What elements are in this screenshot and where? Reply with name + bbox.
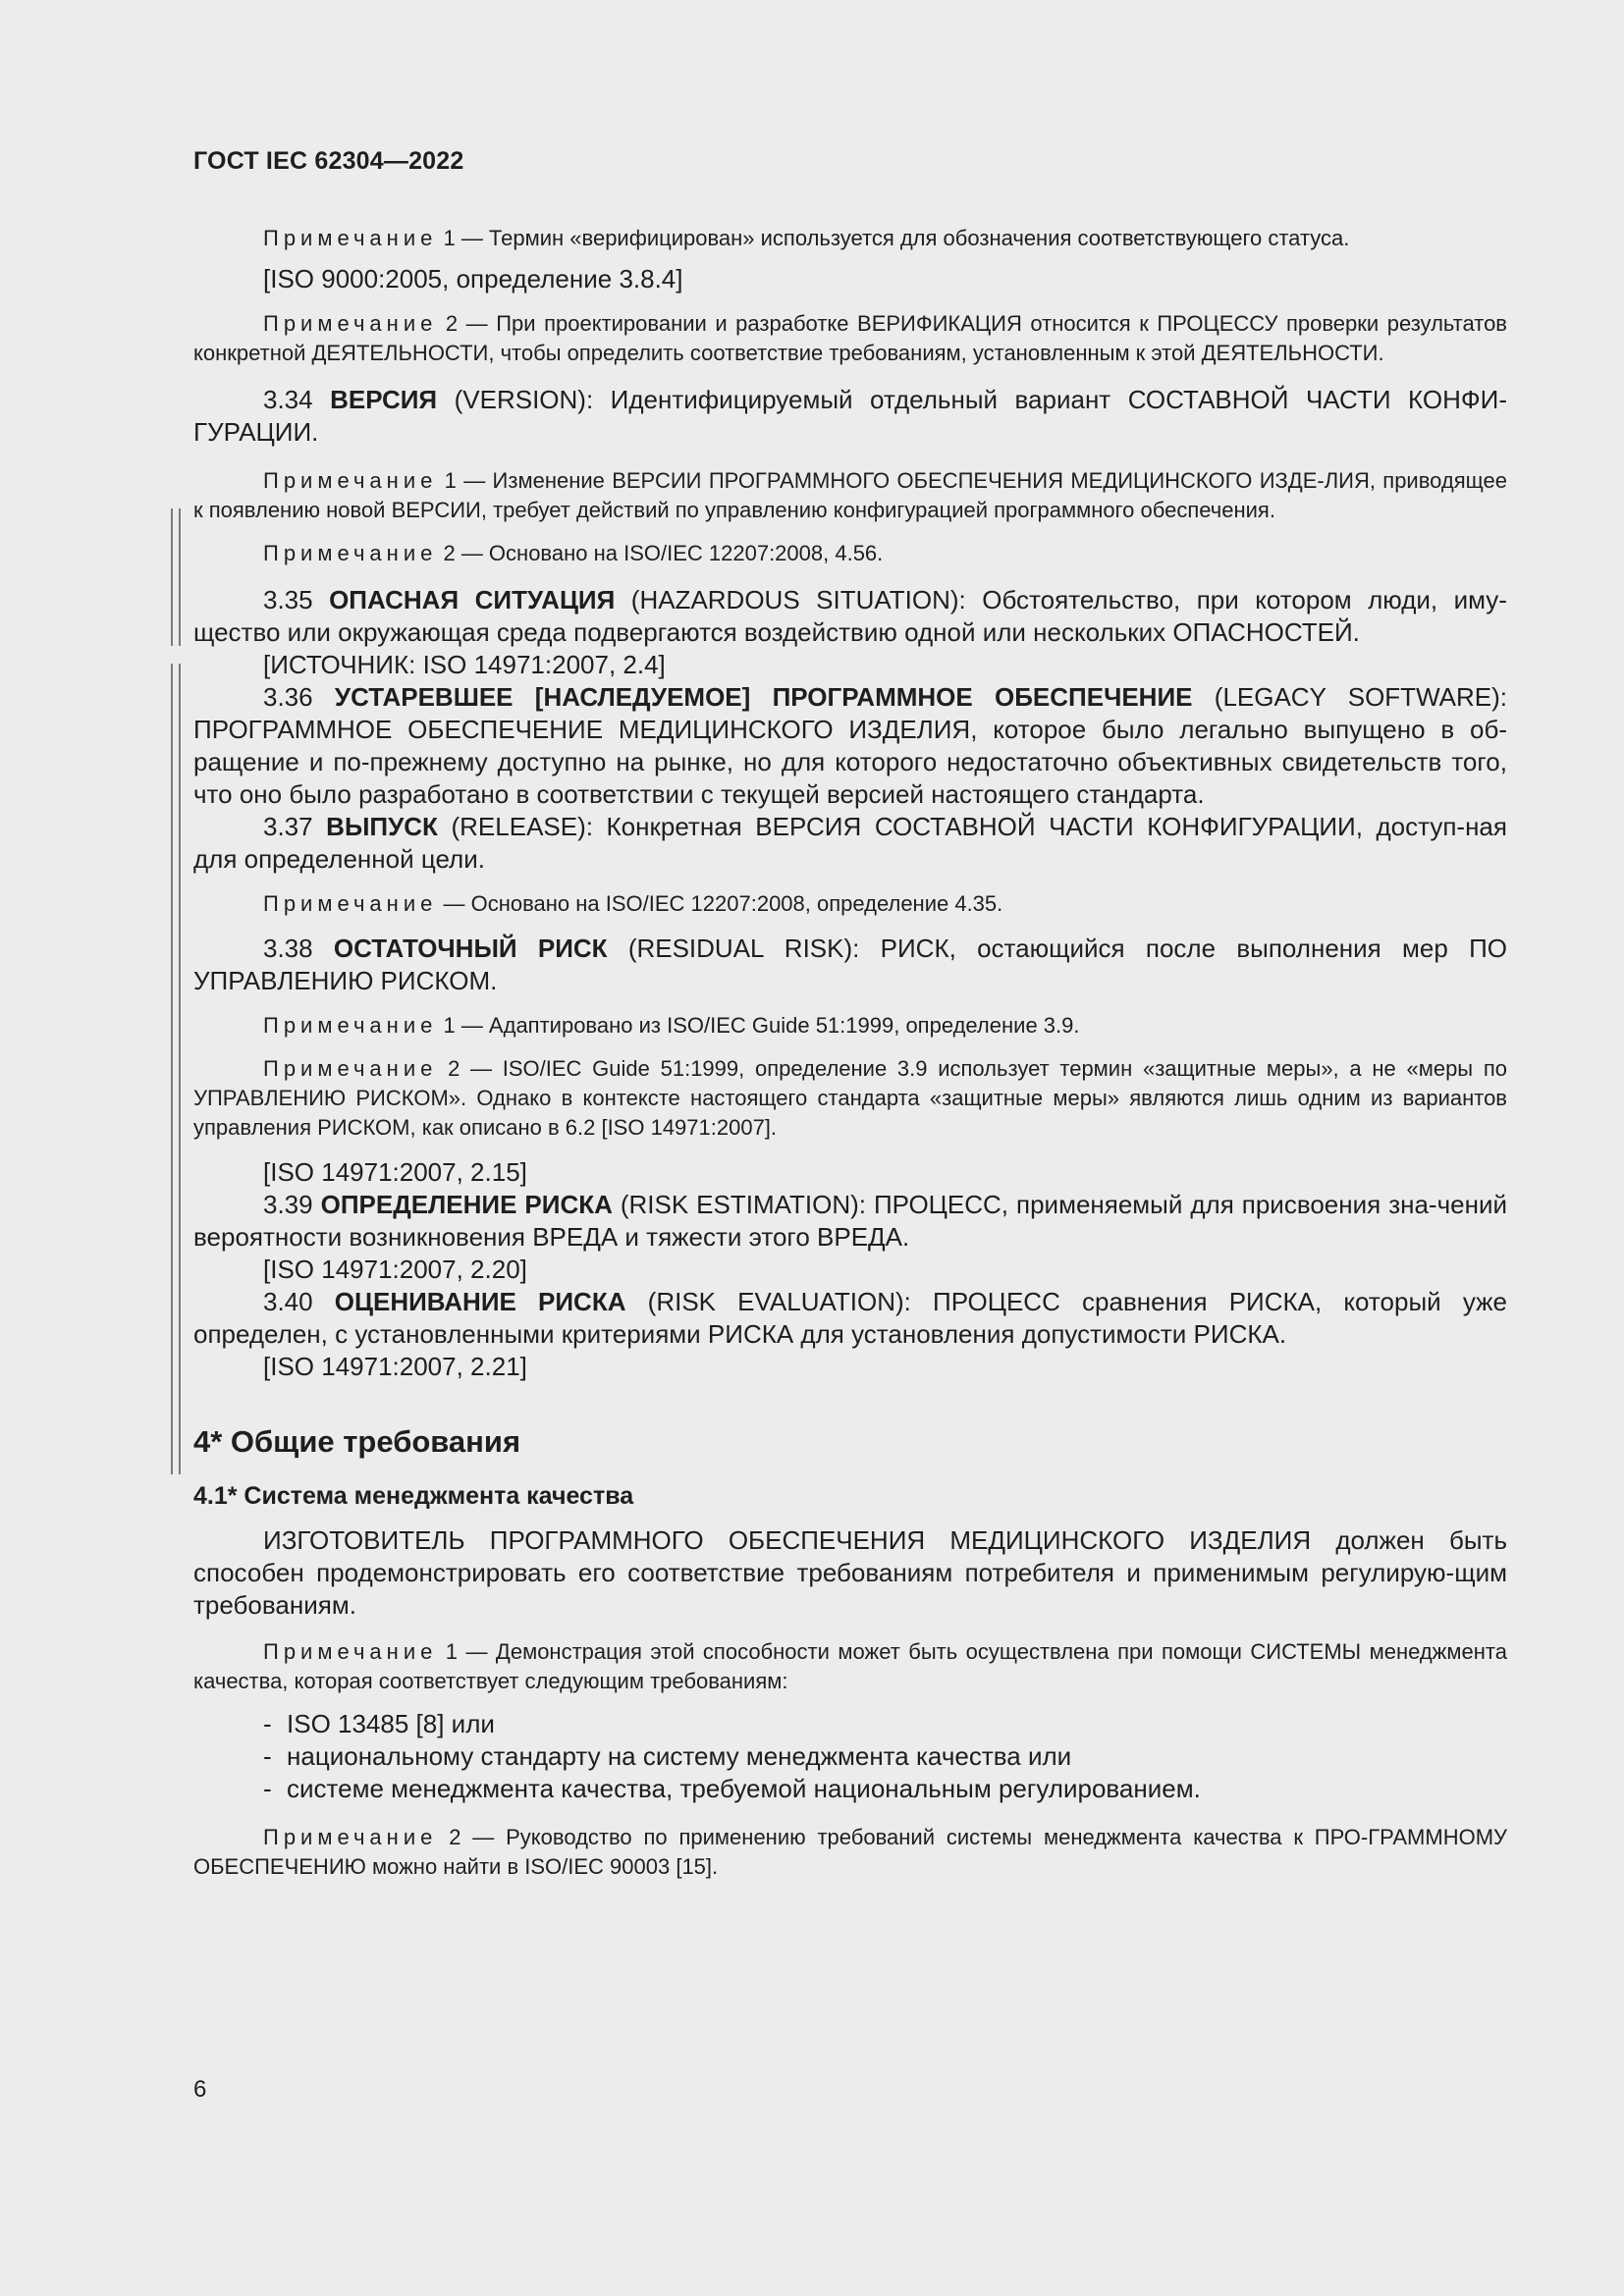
section-paragraph: ИЗГОТОВИТЕЛЬ ПРОГРАММНОГО ОБЕСПЕЧЕНИЯ МЕДИЦИНСКОГО ИЗДЕЛИЯ должен быть способен продемонстрировать его соответствие требованиям потребителя и применимым регулирую-щим требованиям. <box>193 1525 1507 1620</box>
list-item: - национальному стандарту на систему менеджмента качества или <box>263 1741 1072 1771</box>
note-3-33-1 <box>193 224 1507 253</box>
note-4-1-2 <box>193 1823 1507 1882</box>
term-name: ВЕРСИЯ <box>330 385 438 414</box>
definition-3-37 <box>193 811 1507 876</box>
note-3-38-2 <box>193 1054 1507 1143</box>
note-4-1-1 <box>193 1637 1507 1696</box>
section-heading: 4* Общие требования <box>193 1424 521 1459</box>
definition-3-38 <box>193 933 1507 997</box>
definition-3-40 <box>193 1286 1507 1351</box>
note-3-34-2 <box>193 539 1507 568</box>
requirements-list <box>263 1708 1507 1805</box>
list-item: - ISO 13485 [8] или <box>263 1709 495 1738</box>
term-text: (HAZARDOUS SITUATION): Обстоятельство, при котором люди, иму-щество или окружающая среда подвергаются воздействию одной или нескольких ОПАСНОСТЕЙ. <box>193 585 1507 647</box>
note-text: 2 — ISO/IEC Guide 51:1999, определение 3.9 использует термин «защитные меры», а не «меры по УПРАВЛЕНИЮ РИСКОМ». Однако в контексте настоящего стандарта «защитные меры» являются лишь одним из вариантов управления РИСКОМ, как описано в 6.2 [ISO 14971:2007]. <box>193 1056 1507 1140</box>
note-label: Примечание <box>263 226 438 250</box>
note-label: Примечание <box>263 891 438 916</box>
document-header: ГОСТ IEC 62304—2022 <box>193 147 464 175</box>
term-number: 3.38 <box>263 934 313 963</box>
change-bar <box>171 664 181 1474</box>
source-ref: [ISO 9000:2005, определение 3.8.4] <box>263 264 683 294</box>
source-ref: [ISO 14971:2007, 2.20] <box>263 1255 527 1284</box>
term-text: (LEGACY SOFTWARE): ПРОГРАММНОЕ ОБЕСПЕЧЕНИЕ МЕДИЦИНСКОГО ИЗДЕЛИЯ, которое было легально выпущено в об-ращение и по-прежнему доступно на рынке, но для которого недостаточно объективных свидетельств того, что оно было разработано в соответствии с текущей версией настоящего стандарта. <box>193 682 1507 809</box>
note-text: 1 — Адаптировано из ISO/IEC Guide 51:1999, определение 3.9. <box>443 1013 1080 1038</box>
term-name: ОПРЕДЕЛЕНИЕ РИСКА <box>320 1190 613 1219</box>
list-item: - системе менеджмента качества, требуемой национальным регулированием. <box>263 1774 1201 1803</box>
term-text: (RISK ESTIMATION): ПРОЦЕСС, применяемый для присвоения зна-чений вероятности возникновения ВРЕДА и тяжести этого ВРЕДА. <box>193 1190 1507 1252</box>
term-name: ОСТАТОЧНЫЙ РИСК <box>333 934 608 963</box>
note-text: 2 — Основано на ISO/IEC 12207:2008, 4.56. <box>443 541 884 565</box>
change-bar <box>171 508 181 646</box>
note-label: Примечание <box>263 541 438 565</box>
note-text: 1 — Демонстрация этой способности может быть осуществлена при помощи СИСТЕМЫ менеджмента качества, которая соответствует следующим требованиям: <box>193 1639 1507 1693</box>
note-3-33-2 <box>193 309 1507 368</box>
term-text: (RISK EVALUATION): ПРОЦЕСС сравнения РИСКА, который уже определен, с установленными критериями РИСКА для установления допустимости РИСКА. <box>193 1287 1507 1349</box>
term-text: (VERSION): Идентифицируемый отдельный вариант СОСТАВНОЙ ЧАСТИ КОНФИ-ГУРАЦИИ. <box>193 385 1507 447</box>
term-text: (RELEASE): Конкретная ВЕРСИЯ СОСТАВНОЙ ЧАСТИ КОНФИГУРАЦИИ, доступ-ная для определенной цели. <box>193 812 1507 874</box>
note-label: Примечание <box>263 1639 438 1664</box>
note-3-38-1 <box>193 1011 1507 1041</box>
definition-3-39 <box>193 1189 1507 1254</box>
note-3-37 <box>193 889 1507 919</box>
definition-3-35 <box>193 584 1507 649</box>
definition-3-34 <box>193 384 1507 449</box>
source-ref: [ISO 14971:2007, 2.15] <box>263 1157 527 1187</box>
note-label: Примечание <box>263 311 438 336</box>
note-label: Примечание <box>263 1825 438 1849</box>
note-label: Примечание <box>263 468 438 493</box>
term-number: 3.40 <box>263 1287 313 1316</box>
note-text: — Основано на ISO/IEC 12207:2008, определение 4.35. <box>443 891 1003 916</box>
subsection-heading: 4.1* Система менеджмента качества <box>193 1482 634 1510</box>
note-text: 1 — Термин «верифицирован» используется для обозначения соответствующего статуса. <box>443 226 1350 250</box>
note-3-34-1 <box>193 466 1507 525</box>
note-label: Примечание <box>263 1013 438 1038</box>
term-name: ОПАСНАЯ СИТУАЦИЯ <box>329 585 616 614</box>
page-content <box>193 224 1507 1882</box>
term-name: УСТАРЕВШЕЕ [НАСЛЕДУЕМОЕ] ПРОГРАММНОЕ ОБЕСПЕЧЕНИЕ <box>334 682 1193 712</box>
term-number: 3.39 <box>263 1190 313 1219</box>
source-ref: [ИСТОЧНИК: ISO 14971:2007, 2.4] <box>263 650 666 679</box>
definition-3-36 <box>193 681 1507 811</box>
term-number: 3.34 <box>263 385 313 414</box>
term-text: (RESIDUAL RISK): РИСК, остающийся после выполнения мер ПО УПРАВЛЕНИЮ РИСКОМ. <box>193 934 1507 995</box>
source-ref: [ISO 14971:2007, 2.21] <box>263 1352 527 1381</box>
term-number: 3.37 <box>263 812 313 841</box>
term-name: ОЦЕНИВАНИЕ РИСКА <box>334 1287 626 1316</box>
note-text: 1 — Изменение ВЕРСИИ ПРОГРАММНОГО ОБЕСПЕЧЕНИЯ МЕДИЦИНСКОГО ИЗДЕ-ЛИЯ, приводящее к появлению новой ВЕРСИИ, требует действий по управлению конфигурацией программного обеспечения. <box>193 468 1507 522</box>
term-number: 3.36 <box>263 682 313 712</box>
note-label: Примечание <box>263 1056 438 1081</box>
note-text: 2 — Руководство по применению требований системы менеджмента качества к ПРО-ГРАММНОМУ ОБЕСПЕЧЕНИЮ можно найти в ISO/IEC 90003 [15]. <box>193 1825 1507 1879</box>
note-text: 2 — При проектировании и разработке ВЕРИФИКАЦИЯ относится к ПРОЦЕССУ проверки результатов конкретной ДЕЯТЕЛЬНОСТИ, чтобы определить соответствие требованиям, установленным к этой ДЕЯТЕЛЬНОСТИ. <box>193 311 1507 365</box>
term-name: ВЫПУСК <box>326 812 438 841</box>
term-number: 3.35 <box>263 585 313 614</box>
page-number: 6 <box>193 2076 207 2103</box>
